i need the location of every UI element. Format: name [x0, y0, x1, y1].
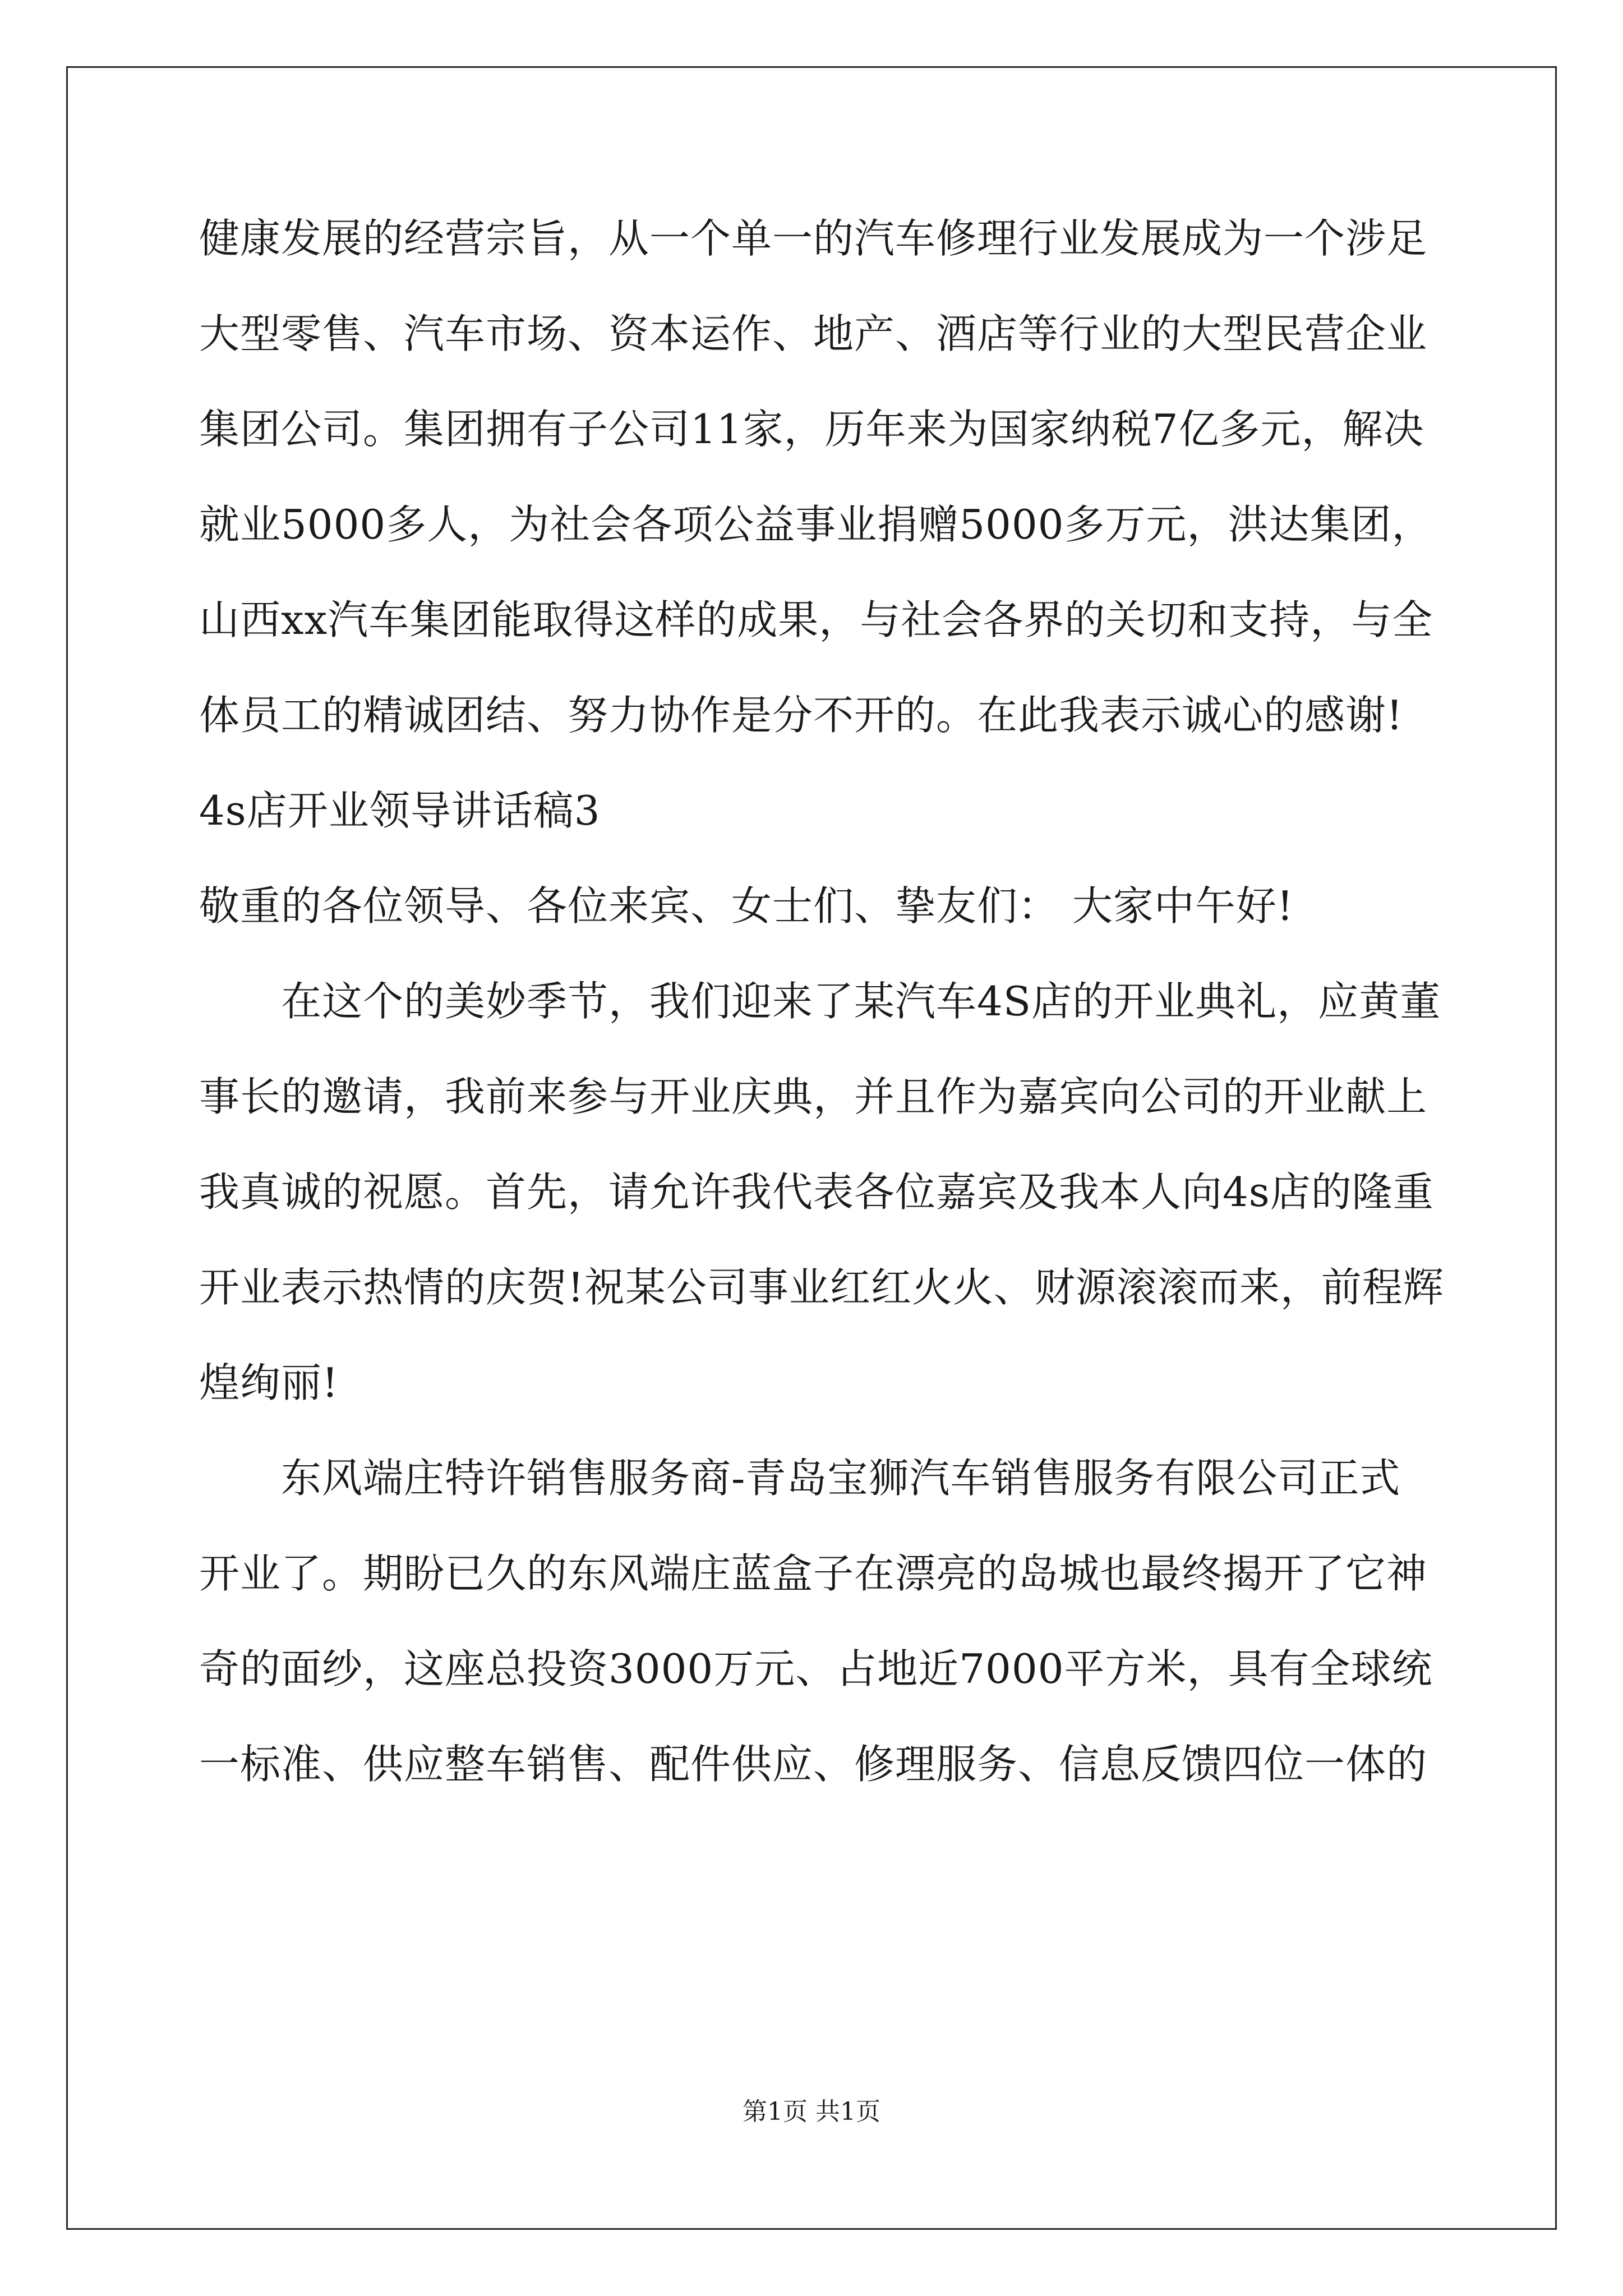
text-line: 体员工的精诚团结、努力协作是分不开的。在此我表示诚心的感谢! [199, 692, 1403, 739]
text-line: 开业了。期盼已久的东风端庄蓝盒子在漂亮的岛城也最终揭开了它神 [199, 1550, 1428, 1597]
text-line: 在这个的美妙季节，我们迎来了某汽车4S店的开业典礼，应黄董 [199, 978, 1441, 1025]
text-line: 煌绚丽! [199, 1359, 339, 1406]
text-line: 事长的邀请，我前来参与开业庆典，并且作为嘉宾向公司的开业献上 [199, 1073, 1428, 1120]
text-line: 健康发展的经营宗旨，从一个单一的汽车修理行业发展成为一个涉足 [199, 215, 1428, 262]
text-line: 我真诚的祝愿。首先，请允许我代表各位嘉宾及我本人向4s店的隆重 [199, 1168, 1434, 1216]
section-heading: 4s店开业领导讲话稿3 [199, 787, 601, 834]
text-line: 山西xx汽车集团能取得这样的成果，与社会各界的关切和支持，与全 [199, 596, 1433, 643]
text-line: 奇的面纱，这座总投资3000万元、占地近7000平方米，具有全球统 [199, 1645, 1433, 1692]
text-line: 集团公司。集团拥有子公司11家，历年来为国家纳税7亿多元，解决 [199, 406, 1424, 453]
page-border [66, 66, 1557, 2230]
text-line: 大型零售、汽车市场、资本运作、地产、酒店等行业的大型民营企业 [199, 310, 1428, 357]
text-line: 开业表示热情的庆贺!祝某公司事业红红火火、财源滚滚而来，前程辉 [199, 1264, 1444, 1311]
text-line: 就业5000多人，为社会各项公益事业捐赠5000多万元，洪达集团， [199, 501, 1433, 548]
text-line: 一标准、供应整车销售、配件供应、修理服务、信息反馈四位一体的 [199, 1741, 1428, 1788]
text-line: 东风端庄特许销售服务商-青岛宝狮汽车销售服务有限公司正式 [199, 1455, 1401, 1502]
salutation-line: 敬重的各位领导、各位来宾、女士们、挚友们： 大家中午好! [199, 882, 1294, 930]
page-footer: 第1页 共1页 [743, 2097, 880, 2126]
